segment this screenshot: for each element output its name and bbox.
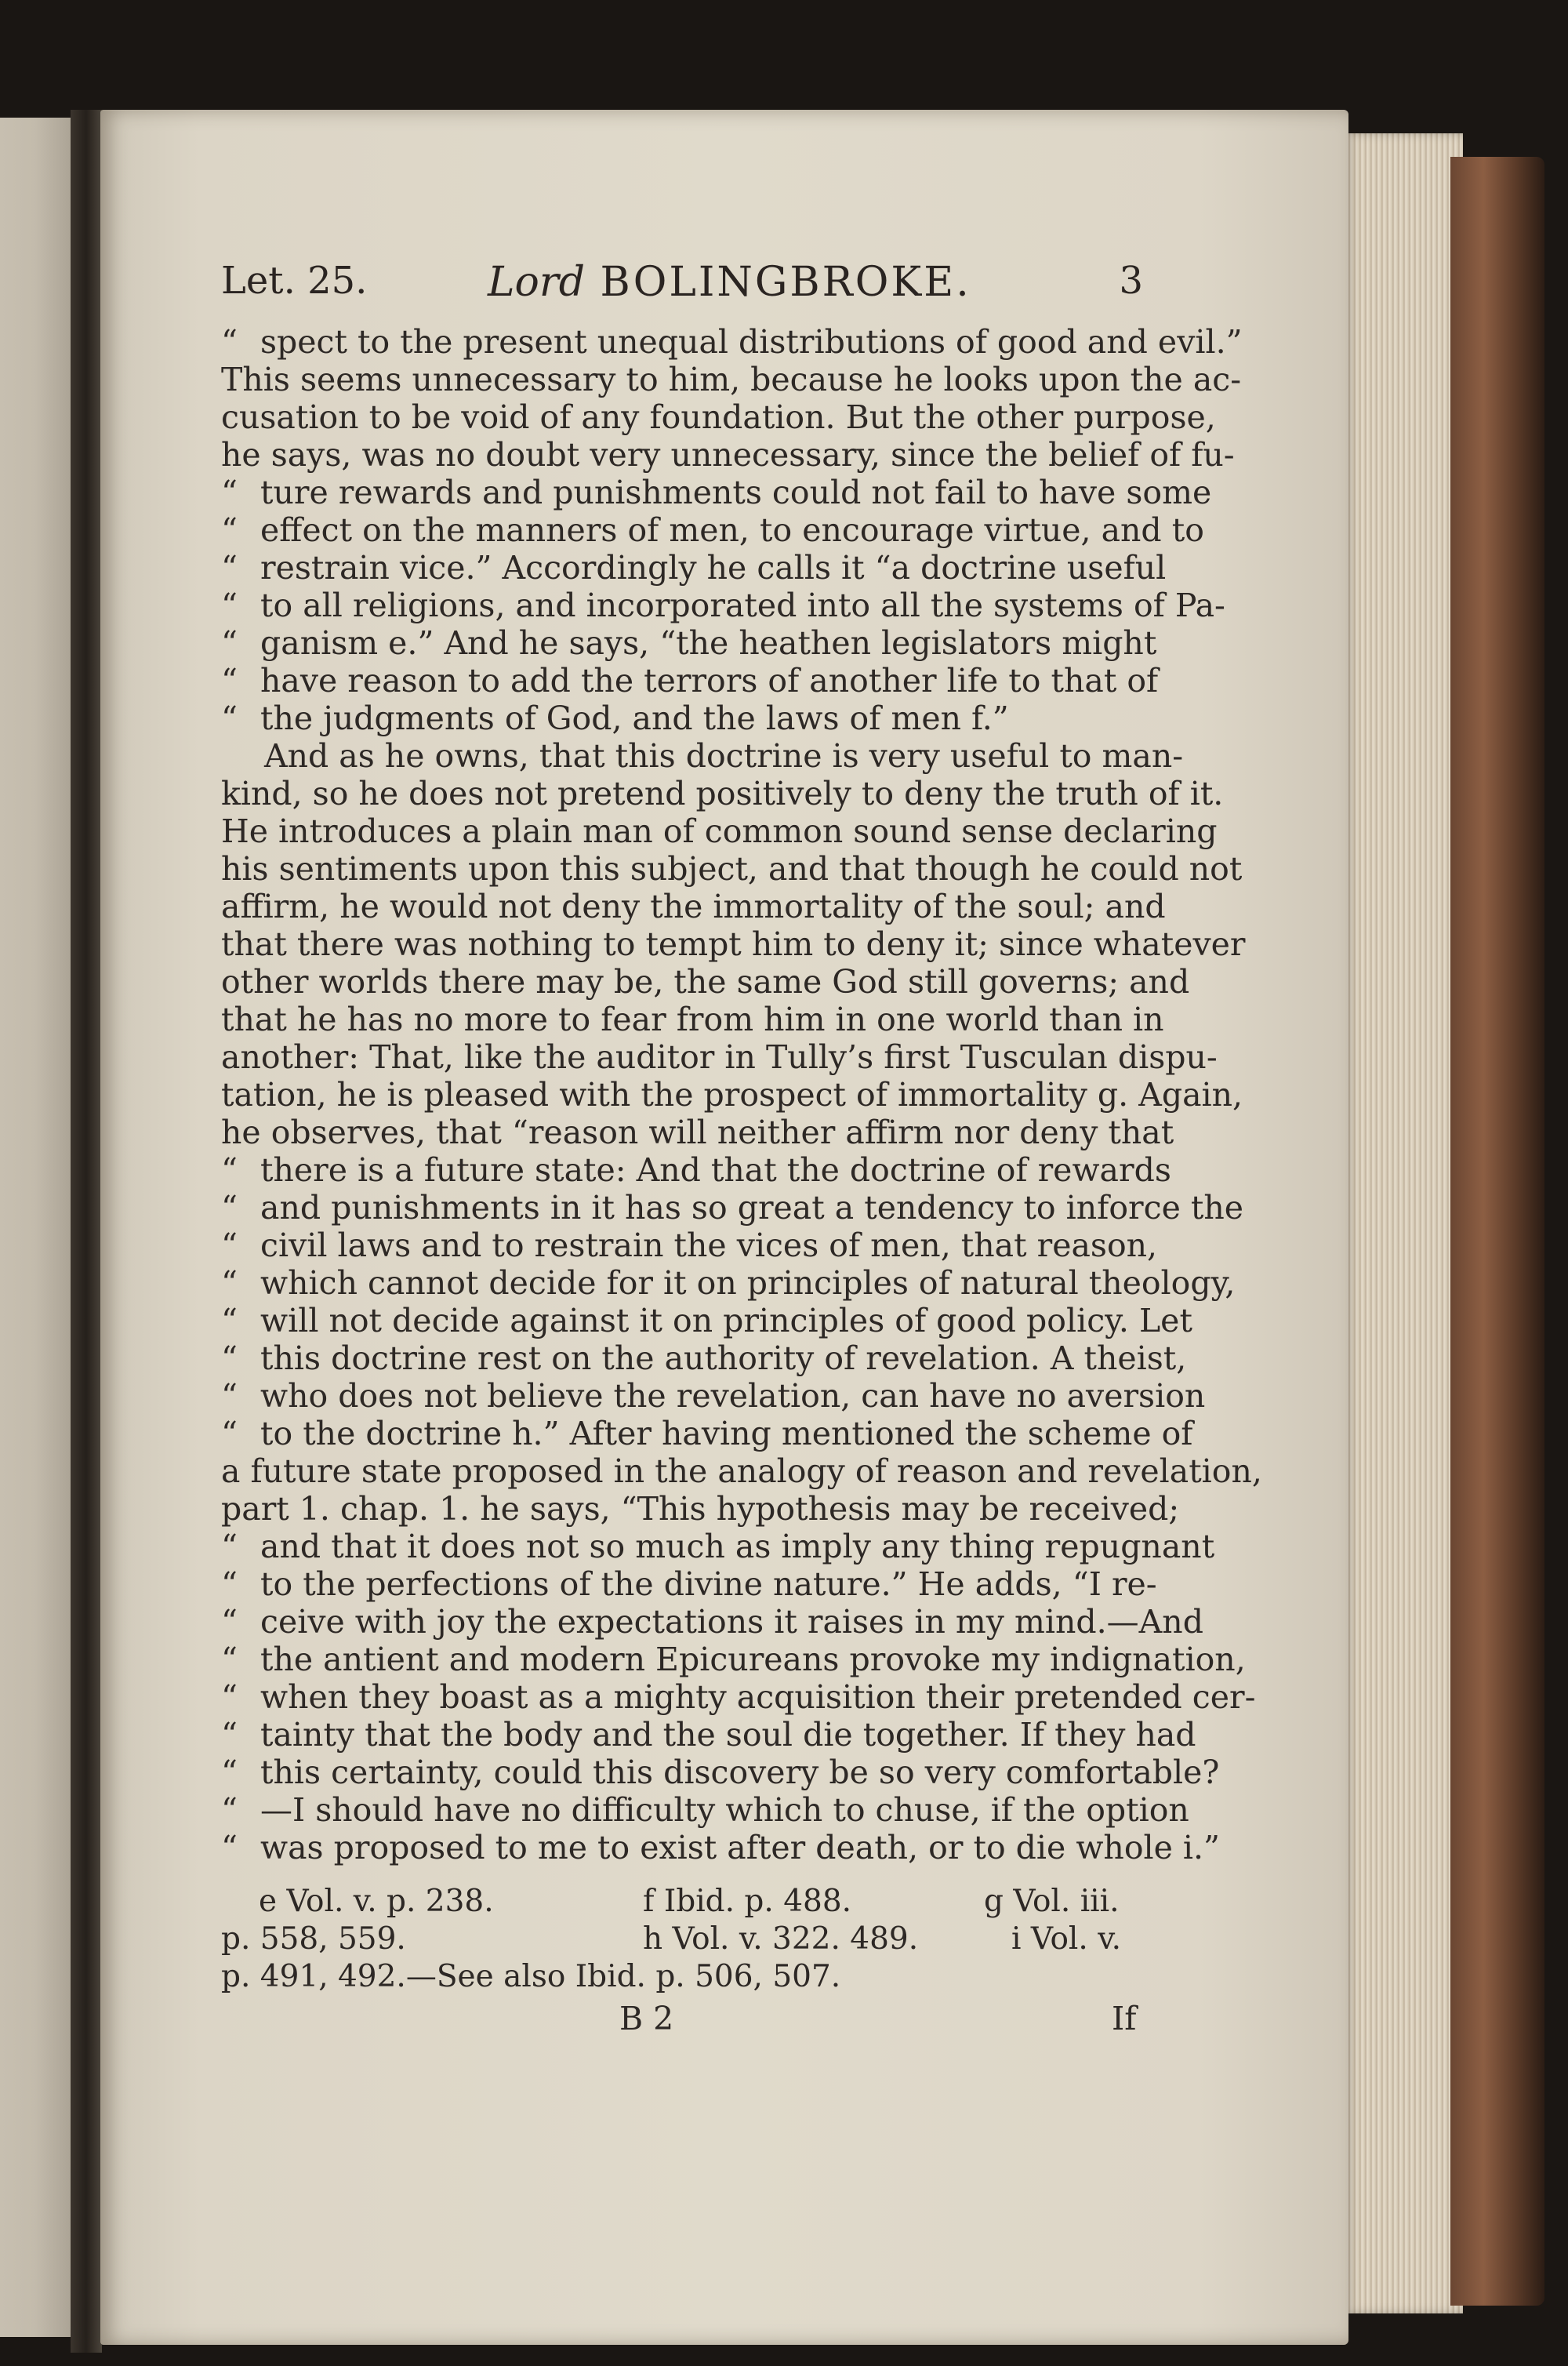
text-line: “ to the doctrine h.” After having mentioned the scheme of <box>221 1415 1143 1452</box>
page-number: 3 <box>1119 259 1143 303</box>
text-line: his sentiments upon this subject, and that though he could not <box>221 850 1243 888</box>
footnote-f: f Ibid. p. 488. <box>643 1884 852 1919</box>
text-line: He introduces a plain man of common sound sense declaring <box>221 812 1218 850</box>
footnote-h: h Vol. v. 322. 489. <box>643 1921 919 1957</box>
text-line: he observes, that “reason will neither affirm nor deny that <box>221 1114 1174 1151</box>
text-line: “ tainty that the body and the soul die together. If they had <box>221 1716 1143 1754</box>
text-line: “ this doctrine rest on the authority of revelation. A theist, <box>221 1339 1143 1377</box>
text-line: “ this certainty, could this discovery be so very comfortable? <box>221 1754 1143 1791</box>
text-line: “ and punishments in it has so great a tendency to inforce the <box>221 1189 1143 1227</box>
text-line: “ and that it does not so much as imply any thing repugnant <box>221 1528 1143 1565</box>
running-title-name: BOLINGBROKE. <box>600 259 971 306</box>
text-line: “ the antient and modern Epicureans provoke my indignation, <box>221 1641 1143 1678</box>
text-line: that he has no more to fear from him in one world than in <box>221 1001 1164 1038</box>
footnote-g: g Vol. iii. <box>984 1884 1120 1919</box>
catchword: If <box>1112 2000 1137 2037</box>
text-line: “ —I should have no difficulty which to chuse, if the option <box>221 1791 1143 1829</box>
text-line: “ ganism e.” And he says, “the heathen legislators might <box>221 624 1143 662</box>
footnote-i-continued: p. 491, 492.—See also Ibid. p. 506, 507. <box>221 1959 841 1994</box>
text-line: “ ture rewards and punishments could not fail to have some <box>221 474 1143 511</box>
text-line: This seems unnecessary to him, because he looks upon the ac- <box>221 361 1242 398</box>
footnote-i: i Vol. v. <box>1011 1921 1122 1957</box>
text-line: “ the judgments of God, and the laws of men f.” <box>221 700 1143 737</box>
text-line: “ civil laws and to restrain the vices of men, that reason, <box>221 1227 1143 1264</box>
text-line: another: That, like the auditor in Tully’s first Tusculan dispu- <box>221 1038 1218 1076</box>
text-line: he says, was no doubt very unnecessary, since the belief of fu- <box>221 436 1235 474</box>
text-line: “ which cannot decide for it on principles of natural theology, <box>221 1264 1143 1302</box>
text-line: affirm, he would not deny the immortality of the soul; and <box>221 888 1166 925</box>
text-line: “ ceive with joy the expectations it raises in my mind.—And <box>221 1603 1143 1641</box>
text-line: tation, he is pleased with the prospect of immortality g. Again, <box>221 1076 1243 1114</box>
text-line: other worlds there may be, the same God still governs; and <box>221 963 1190 1001</box>
text-line: “ restrain vice.” Accordingly he calls it “a doctrine useful <box>221 549 1143 587</box>
text-line: cusation to be void of any foundation. But the other purpose, <box>221 398 1216 436</box>
running-title <box>488 259 971 306</box>
letter-number: Let. 25. <box>221 259 368 303</box>
text-line: “ to all religions, and incorporated into all the systems of Pa- <box>221 587 1143 624</box>
text-line: that there was nothing to tempt him to deny it; since whatever <box>221 925 1246 963</box>
text-line: “ effect on the manners of men, to encourage virtue, and to <box>221 511 1143 549</box>
text-line: part 1. chap. 1. he says, “This hypothesis may be received; <box>221 1490 1180 1528</box>
text-line: kind, so he does not pretend positively to deny the truth of it. <box>221 775 1224 812</box>
text-line: “ have reason to add the terrors of another life to that of <box>221 662 1143 700</box>
text-line: a future state proposed in the analogy of reason and revelation, <box>221 1452 1262 1490</box>
text-line: “ when they boast as a mighty acquisition their pretended cer- <box>221 1678 1143 1716</box>
signature-mark: B 2 <box>619 2000 674 2037</box>
text-line: “ there is a future state: And that the doctrine of rewards <box>221 1151 1143 1189</box>
text-line: “ will not decide against it on principles of good policy. Let <box>221 1302 1143 1339</box>
text-line: “ to the perfections of the divine nature.” He adds, “I re- <box>221 1565 1143 1603</box>
text-line: And as he owns, that this doctrine is very useful to man- <box>264 737 1184 775</box>
running-title-lord: Lord <box>488 259 585 306</box>
footnote-e: e Vol. v. p. 238. <box>259 1884 494 1919</box>
running-header <box>221 259 1143 314</box>
text-line: “ spect to the present unequal distributions of good and evil.” <box>221 323 1143 361</box>
text-line: “ was proposed to me to exist after death, or to die whole i.” <box>221 1829 1143 1866</box>
footnote-g-continued: p. 558, 559. <box>221 1921 406 1957</box>
text-line: “ who does not believe the revelation, can have no aversion <box>221 1377 1143 1415</box>
